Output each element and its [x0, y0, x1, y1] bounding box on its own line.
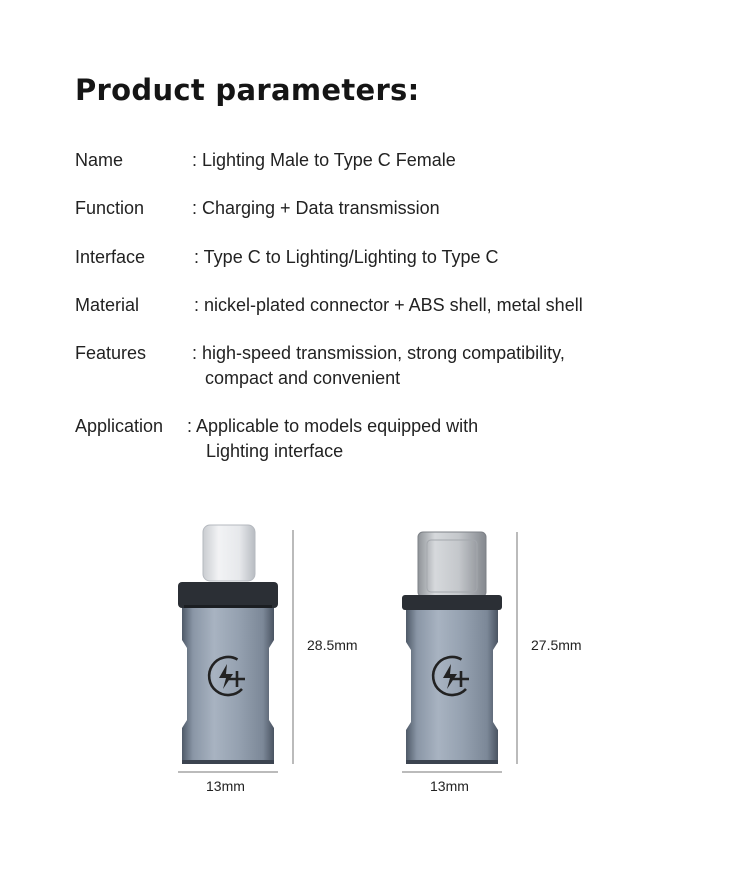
param-label: Application [75, 416, 164, 436]
type-c-adapter [402, 532, 517, 772]
lightning-adapter [178, 525, 293, 772]
height-label-left: 28.5mm [307, 637, 358, 653]
param-label: Material [75, 295, 140, 315]
param-value: : Applicable to models equipped with Lighting interface [187, 416, 479, 461]
adapter-collar [178, 582, 278, 608]
width-label-right: 13mm [430, 778, 469, 794]
param-value: : nickel-plated connector + ABS shell, metal shell [194, 295, 583, 315]
param-label: Features [75, 343, 147, 363]
param-value: : high-speed transmission, strong compatibility, compact and convenient [192, 343, 565, 388]
param-label: Interface [75, 247, 146, 267]
height-label-right: 27.5mm [531, 637, 582, 653]
param-value: : Charging + Data transmission [192, 198, 440, 218]
param-value: : Type C to Lighting/Lighting to Type C [194, 247, 499, 267]
type-c-plug [418, 532, 486, 597]
param-label: Name [75, 150, 124, 170]
adapter-body [406, 610, 498, 764]
page-title: Product parameters: [75, 73, 420, 107]
lightning-plug [203, 525, 255, 581]
param-label: Function [75, 198, 145, 218]
adapter-body [182, 608, 274, 764]
param-value: : Lighting Male to Type C Female [192, 150, 456, 170]
width-label-left: 13mm [206, 778, 245, 794]
adapter-collar [402, 595, 502, 610]
